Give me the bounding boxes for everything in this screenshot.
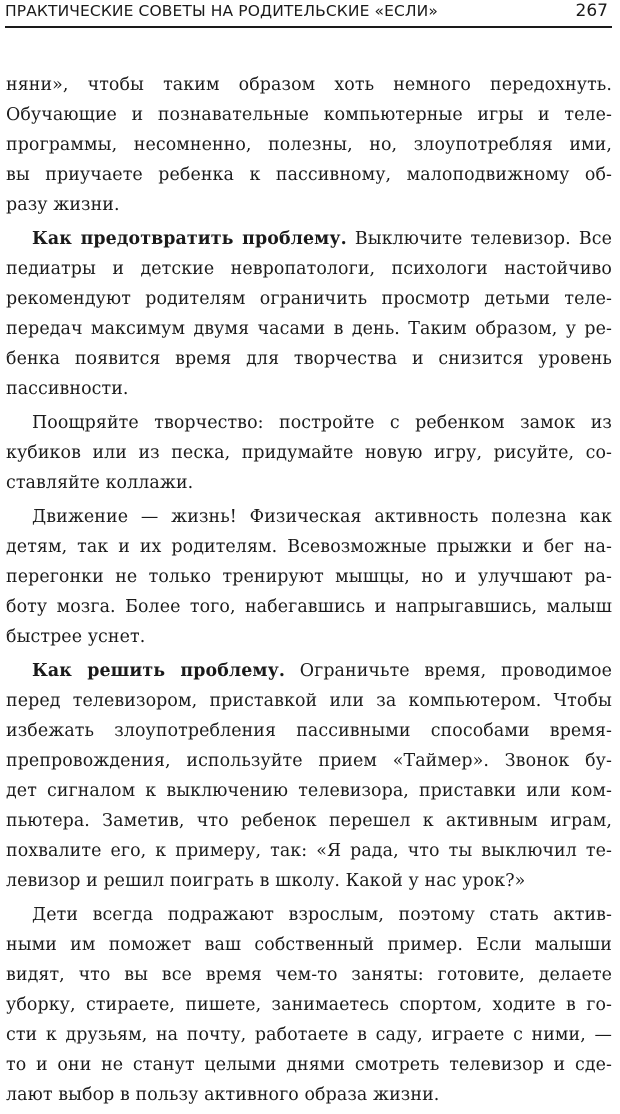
text-line: быстрее уснет. [6, 627, 146, 647]
text-line: дет сигналом к выключению телевизора, приставки или ком- [6, 781, 612, 801]
paragraph [6, 408, 612, 498]
text-line: разу жизни. [6, 195, 120, 215]
text-line-rest: Выключите телевизор. Все [346, 229, 612, 249]
text-line [6, 656, 612, 686]
paragraph [6, 70, 612, 220]
text-line: уборку, стираете, пишете, занимаетесь спортом, ходите в го- [6, 995, 612, 1015]
text-line: няни», чтобы таким образом хоть немного передохнуть. [6, 75, 612, 95]
text-line [6, 224, 612, 254]
text-line: ставляйте коллажи. [6, 473, 194, 493]
paragraph-lead: Как решить проблему. [32, 661, 286, 681]
text-line: препровождения, используйте прием «Таймер». Звонок бу- [6, 751, 612, 771]
page-number: 267 [575, 1, 608, 21]
text-line: сти к друзьям, на почту, работаете в саду, играете с ними, — [6, 1025, 612, 1045]
text-line: боту мозга. Более того, набегавшись и напрыгавшись, малыш [6, 597, 612, 617]
paragraph [6, 224, 612, 404]
text-line: левизор и решил поиграть в школу. Какой у нас урок?» [6, 871, 526, 891]
text-line: программы, несомненно, полезны, но, злоупотребляя ими, [6, 135, 612, 155]
text-line: вы приучаете ребенка к пассивному, малоподвижному об- [6, 165, 612, 185]
text-line: то и они не станут целыми днями смотреть телевизор и сде- [6, 1055, 612, 1075]
text-line-rest: Ограничьте время, проводимое [285, 661, 612, 681]
text-line: Поощряйте творчество: постройте с ребенком замок из [32, 413, 612, 433]
text-line: рекомендуют родителям ограничить просмотр детьми теле- [6, 289, 612, 309]
text-line: Дети всегда подражают взрослым, поэтому стать актив- [32, 905, 612, 925]
text-line: передач максимум двумя часами в день. Таким образом, у ре- [6, 319, 612, 339]
text-line: пьютера. Заметив, что ребенок перешел к активным играм, [6, 811, 612, 831]
body-text [6, 70, 612, 1114]
page-header [5, 0, 612, 28]
text-line: Движение — жизнь! Физическая активность полезна как [32, 507, 612, 527]
text-line: избежать злоупотребления пассивными способами время- [6, 721, 612, 741]
text-line: видят, что вы все время чем-то заняты: готовите, делаете [6, 965, 612, 985]
text-line: кубиков или из песка, придумайте новую игру, рисуйте, со- [6, 443, 612, 463]
paragraph [6, 656, 612, 896]
text-line: перед телевизором, приставкой или за компьютером. Чтобы [6, 691, 612, 711]
running-title: ПРАКТИЧЕСКИЕ СОВЕТЫ НА РОДИТЕЛЬСКИЕ «ЕСЛИ» [5, 2, 438, 20]
text-line: бенка появится время для творчества и снизится уровень [6, 349, 612, 369]
paragraph [6, 900, 612, 1110]
text-line: похвалите его, к примеру, так: «Я рада, что ты выключил те- [6, 841, 612, 861]
text-line: детям, так и их родителям. Всевозможные прыжки и бег на- [6, 537, 612, 557]
text-line: Обучающие и познавательные компьютерные игры и теле- [6, 105, 612, 125]
text-line: педиатры и детские невропатологи, психологи настойчиво [6, 259, 612, 279]
paragraph-lead: Как предотвратить проблему. [32, 229, 347, 249]
text-line: ными им поможет ваш собственный пример. Если малыши [6, 935, 612, 955]
paragraph [6, 502, 612, 652]
text-line: перегонки не только тренируют мышцы, но и улучшают ра- [6, 567, 612, 587]
text-line: лают выбор в пользу активного образа жизни. [6, 1085, 440, 1105]
text-line: пассивности. [6, 379, 129, 399]
